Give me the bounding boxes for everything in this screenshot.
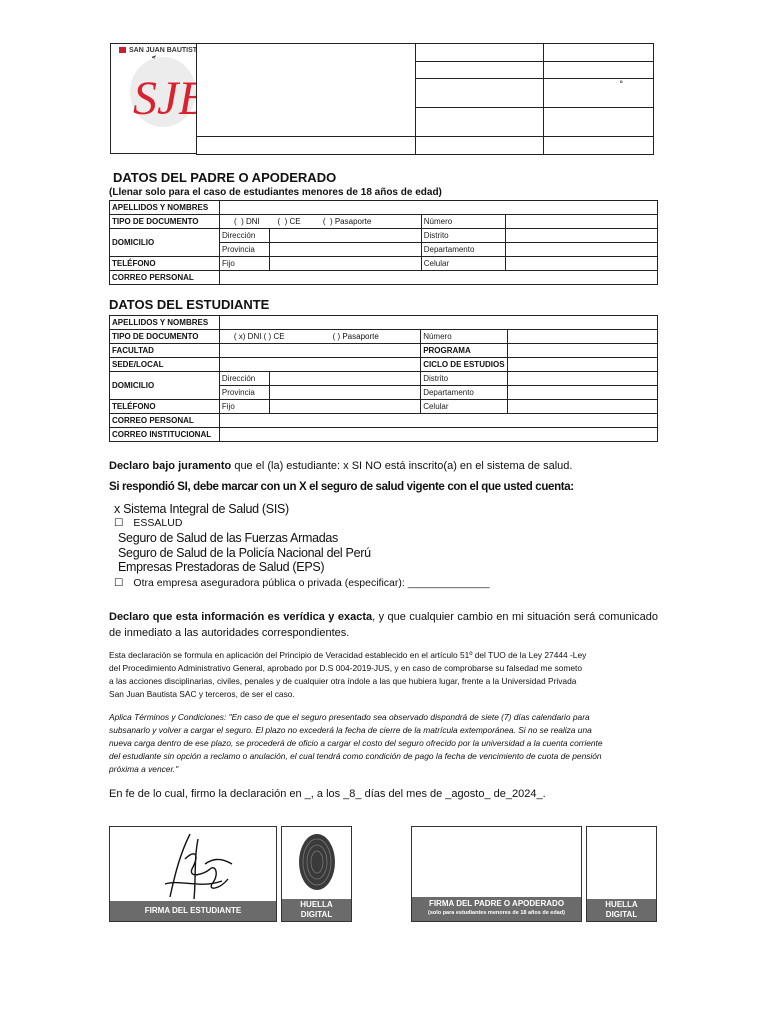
option-pnp[interactable]: Seguro de Salud de la Policía Nacional del Perú — [118, 546, 371, 560]
header-title-cell — [197, 44, 416, 137]
student-names-field[interactable] — [219, 316, 657, 330]
parent-section-subtitle: (Llenar solo para el caso de estudiantes menores de 18 años de edad) — [109, 187, 442, 198]
parent-fingerprint-box[interactable] — [586, 826, 657, 922]
student-doc-number-field[interactable] — [507, 330, 657, 344]
parent-names-label: APELLIDOS Y NOMBRES — [110, 201, 220, 215]
option-essalud-row[interactable] — [114, 517, 182, 529]
checkbox-icon: ☐ — [114, 517, 124, 529]
student-fingerprint-box[interactable] — [281, 826, 352, 922]
student-provincia-field[interactable] — [269, 386, 420, 400]
header-cell — [197, 136, 416, 154]
option-eps[interactable]: Empresas Prestadoras de Salud (EPS) — [118, 560, 325, 574]
parent-email-field[interactable] — [219, 271, 657, 285]
parent-fijo-field[interactable] — [269, 257, 421, 271]
option-ffaa[interactable]: Seguro de Salud de las Fuerzas Armadas — [118, 531, 338, 545]
legal-line: del Procedimiento Administrativo General, aprobado por D.S 004-2019-JUS, y en caso de comprobarse su falsedad me someto — [109, 663, 582, 673]
header-cell — [416, 62, 544, 79]
student-data-table — [109, 315, 658, 442]
parent-signature-box[interactable] — [411, 826, 582, 922]
student-doc-type-label: TIPO DE DOCUMENTO — [110, 330, 220, 344]
student-distrito-field[interactable] — [507, 372, 657, 386]
header-cell — [416, 136, 544, 154]
student-departamento-field[interactable] — [507, 386, 657, 400]
sworn-declaration — [109, 460, 572, 472]
header-cell — [544, 62, 654, 79]
terms-line: del estudiante sin opción a reclamo o anulación, el cual tendrá como condición de pago la fecha de vencimiento de cuota de pensión — [109, 751, 602, 761]
header-cell — [416, 44, 544, 62]
fingerprint-label-line: DIGITAL — [300, 910, 333, 919]
parent-phone-label: TELÉFONO — [110, 257, 220, 271]
legal-paragraph — [109, 649, 669, 701]
header-cell-version — [544, 79, 654, 107]
student-doc-options-a: ( x) DNI ( ) CE — [233, 332, 285, 341]
parent-distrito-field[interactable] — [505, 229, 657, 243]
terms-line: Aplica Términos y Condiciones: "En caso de que el seguro presentado sea observado dispondrá de siete (7) días calendario para — [109, 712, 590, 722]
student-provincia-label: Provincia — [219, 386, 269, 400]
parent-direccion-field[interactable] — [269, 229, 421, 243]
parent-celular-field[interactable] — [505, 257, 657, 271]
student-celular-field[interactable] — [507, 400, 657, 414]
terms-line: nueva carga dentro de ese plazo, se procederá de oficio a cargar el costo del seguro ofrecido por la universidad a la cuenta corriente — [109, 738, 603, 748]
student-direccion-label: Dirección — [219, 372, 269, 386]
student-signature-box[interactable] — [109, 826, 277, 922]
checkbox-icon: ☐ — [114, 577, 124, 589]
option-essalud: ESSALUD — [133, 517, 183, 529]
parent-section-title: DATOS DEL PADRE O APODERADO — [113, 170, 337, 185]
student-address-label: DOMICILIO — [110, 372, 220, 400]
parent-distrito-label: Distrito — [421, 229, 505, 243]
parent-names-field[interactable] — [219, 201, 657, 215]
legal-line: San Juan Bautista SAC y terceros, de ser el caso. — [109, 689, 295, 699]
student-institutional-email-label: CORREO INSTITUCIONAL — [110, 428, 220, 442]
parent-email-label: CORREO PERSONAL — [110, 271, 220, 285]
parent-fijo-label: Fijo — [219, 257, 269, 271]
student-personal-email-label: CORREO PERSONAL — [110, 414, 220, 428]
parent-doc-number-label: Número — [421, 215, 505, 229]
fingerprint-icon — [296, 831, 338, 893]
header-cell — [416, 107, 544, 136]
fingerprint-label-line: HUELLA — [605, 900, 638, 909]
closing-statement: En fe de lo cual, firmo la declaración en _, a los _8_ días del mes de _agosto_ de_2024_. — [109, 788, 546, 800]
sjb-logo-graphic — [111, 44, 197, 154]
parent-doc-type-options[interactable]: ( ) DNI ( ) CE ( ) Pasaporte — [219, 215, 421, 229]
veracity-statement — [109, 609, 658, 641]
student-doc-type-options[interactable] — [219, 330, 420, 344]
student-fijo-label: Fijo — [219, 400, 269, 414]
sworn-declaration-bold: Declaro bajo juramento — [109, 460, 232, 472]
option-sis[interactable]: x Sistema Integral de Salud (SIS) — [114, 502, 289, 516]
terms-line: subsanarlo y volver a cargar el seguro. El plazo no excederá la fecha de cierre de la matrícula extemporánea. Si no se realiza una — [109, 725, 592, 735]
parent-departamento-label: Departamento — [421, 243, 505, 257]
degree-symbol: ° — [619, 79, 623, 90]
fingerprint-label — [587, 899, 656, 921]
student-phone-label: TELÉFONO — [110, 400, 220, 414]
parent-signature-label — [412, 897, 581, 921]
student-cycle-field[interactable] — [507, 358, 657, 372]
student-institutional-email-field[interactable] — [219, 428, 657, 442]
student-direccion-field[interactable] — [269, 372, 420, 386]
student-section-title: DATOS DEL ESTUDIANTE — [109, 297, 270, 312]
parent-doc-number-field[interactable] — [505, 215, 657, 229]
student-faculty-label: FACULTAD — [110, 344, 220, 358]
option-otra: Otra empresa aseguradora pública o privada (especificar): ______________ — [133, 577, 490, 589]
option-otra-row[interactable] — [114, 577, 489, 589]
student-signature-label: FIRMA DEL ESTUDIANTE — [110, 901, 276, 921]
header-cell — [544, 44, 654, 62]
insurance-instruction: Si respondió SI, debe marcar con un X el seguro de salud vigente con el que usted cuenta: — [109, 481, 574, 493]
parent-data-table — [109, 200, 658, 285]
student-distrito-label: Distrito — [421, 372, 507, 386]
university-name: SAN JUAN BAUTISTA — [129, 47, 197, 54]
terms-paragraph — [109, 711, 669, 776]
veracity-bold: Declaro que esta información es verídica y exacta — [109, 611, 373, 623]
header-cell — [416, 79, 544, 107]
student-cycle-label: CICLO DE ESTUDIOS — [421, 358, 507, 372]
student-celular-label: Celular — [421, 400, 507, 414]
student-fijo-field[interactable] — [269, 400, 420, 414]
terms-line: próxima a vencer." — [109, 764, 179, 774]
student-faculty-field[interactable] — [219, 344, 420, 358]
fingerprint-label — [282, 899, 351, 921]
parent-direccion-label: Dirección — [219, 229, 269, 243]
legal-line: a las acciones disciplinarias, civiles, penales y de cualquier otra índole a las que hubiera lugar, frente a la Universidad Privada — [109, 676, 577, 686]
header-cell — [544, 136, 654, 154]
parent-provincia-label: Provincia — [219, 243, 269, 257]
parent-address-label: DOMICILIO — [110, 229, 220, 257]
university-logo — [110, 43, 197, 154]
veracity-text: , y que cualquier cambio en mi situación será comunicado de inmediato a las autoridades correspondientes. — [109, 611, 658, 639]
fingerprint-label-line: HUELLA — [300, 900, 333, 909]
student-program-label: PROGRAMA — [421, 344, 507, 358]
header-cell — [544, 107, 654, 136]
student-doc-options-b: ( ) Pasaporte — [332, 332, 379, 341]
student-signature-image — [150, 829, 250, 901]
parent-departamento-field[interactable] — [505, 243, 657, 257]
logo-initials: SJ — [133, 72, 179, 125]
student-names-label: APELLIDOS Y NOMBRES — [110, 316, 220, 330]
parent-provincia-field[interactable] — [269, 243, 421, 257]
sworn-declaration-text: que el (la) estudiante: x SI NO está inscrito(a) en el sistema de salud. — [231, 460, 573, 472]
student-doc-number-label: Número — [421, 330, 507, 344]
parent-signature-subtitle: (solo para estudiantes menores de 18 años de edad) — [428, 910, 565, 916]
student-personal-email-field[interactable] — [219, 414, 657, 428]
header-table — [196, 43, 654, 155]
student-departamento-label: Departamento — [421, 386, 507, 400]
parent-doc-type-label: TIPO DE DOCUMENTO — [110, 215, 220, 229]
student-program-field[interactable] — [507, 344, 657, 358]
fingerprint-label-line: DIGITAL — [605, 910, 638, 919]
student-campus-label: SEDE/LOCAL — [110, 358, 220, 372]
student-campus-field[interactable] — [219, 358, 420, 372]
parent-signature-title: FIRMA DEL PADRE O APODERADO — [428, 899, 565, 908]
parent-celular-label: Celular — [421, 257, 505, 271]
legal-line: Esta declaración se formula en aplicación del Principio de Veracidad establecido en el artículo 51º del TUO de la Ley 27444 -Ley — [109, 650, 587, 660]
